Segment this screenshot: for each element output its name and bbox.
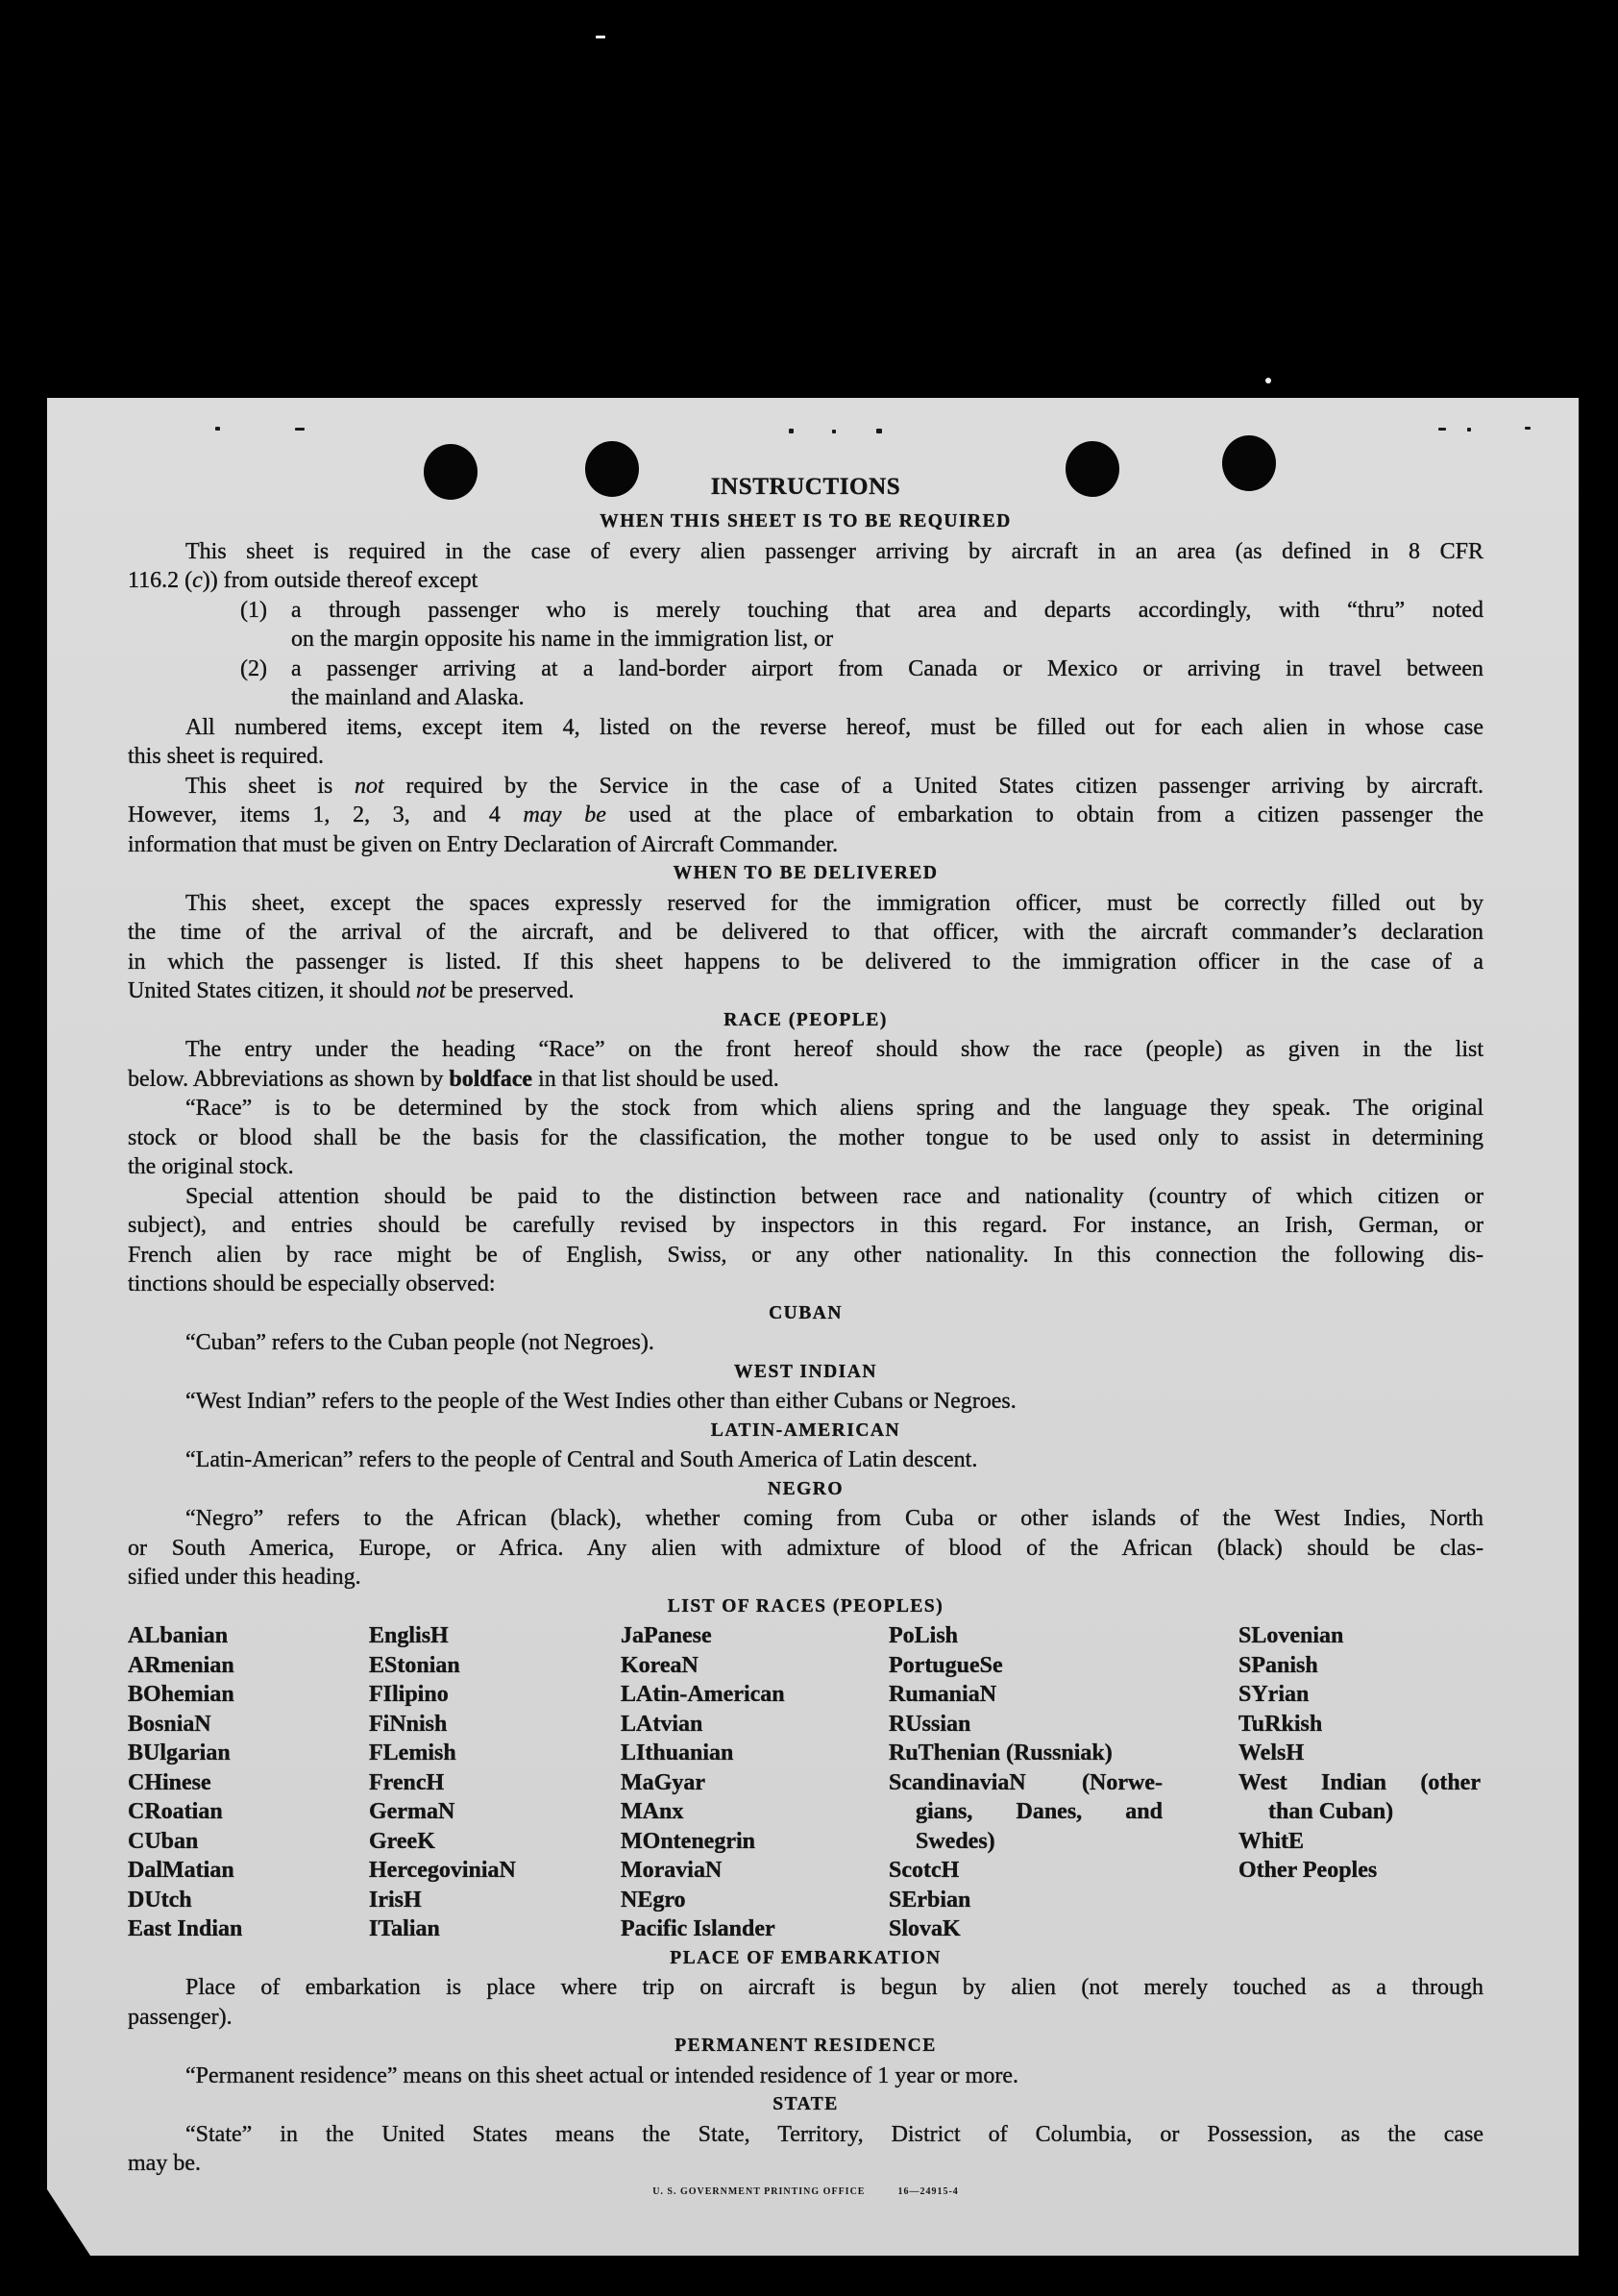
section-heading: RACE (PEOPLE) [723, 1009, 888, 1030]
section-negro [128, 1475, 1483, 1592]
race-list-column [621, 1621, 882, 1944]
text-run: required by the Service in the case of a United States citizen passenger arriving by aircraft. [383, 773, 1483, 799]
section-when-this-sheet-is-to-be-required [128, 507, 1483, 859]
line-text [128, 1067, 779, 1092]
line-text [128, 568, 478, 593]
race-list-entry: SErbian [889, 1887, 971, 1913]
line-text: “Permanent residence” means on this sheet actual or intended residence of 1 year or more. [185, 2062, 1018, 2088]
text-line [128, 918, 1483, 948]
paragraph [128, 1387, 1483, 1417]
race-list-entry: SlovaK [889, 1916, 961, 1941]
text-line [128, 683, 1483, 713]
race-list-entry: GreeK [369, 1828, 435, 1854]
race-list-entry: EStonian [369, 1652, 460, 1678]
text-run: However, items 1, 2, 3, and 4 [128, 802, 524, 827]
instructions-body [128, 507, 1483, 2179]
text-run: be preserved. [445, 978, 575, 1003]
race-list-column [889, 1621, 1163, 1944]
section-heading: LIST OF RACES (PEOPLES) [667, 1595, 944, 1617]
race-list-entry: FrencH [369, 1769, 445, 1795]
section-heading: LATIN-AMERICAN [710, 1420, 901, 1441]
italic-text: may be [523, 802, 606, 827]
line-text: the original stock. [128, 1154, 294, 1179]
text-line [128, 1563, 1483, 1592]
race-list-entry-line: gians, Danes, and [916, 1799, 1163, 1824]
line-text: passenger). [128, 2004, 233, 2030]
race-list-entry: BOhemian [128, 1682, 234, 1707]
paragraph [128, 1973, 1483, 2032]
line-text: Place of embarkation is place where trip on aircraft is begun by alien (not merely touched as a through [185, 1975, 1483, 2000]
race-list-entry: NEgro [621, 1887, 686, 1913]
race-list-entry: PortugueSe [889, 1652, 1003, 1678]
text-line [128, 2061, 1483, 2091]
section-heading: WHEN THIS SHEET IS TO BE REQUIRED [600, 511, 1012, 531]
race-list-entry: Pacific Islander [621, 1916, 775, 1941]
text-line [128, 1211, 1483, 1241]
text-line [128, 1123, 1483, 1153]
text-line [128, 1534, 1483, 1564]
paragraph [128, 2061, 1483, 2091]
bold-text: boldface [449, 1066, 533, 1092]
line-text: on the margin opposite his name in the immigration list, or [291, 627, 834, 652]
text-line [128, 830, 1483, 860]
section-heading: NEGRO [767, 1478, 844, 1499]
race-list-entry: Other Peoples [1238, 1858, 1378, 1883]
section-cuban [128, 1299, 1483, 1358]
race-list-entry: MOntenegrin [621, 1828, 755, 1854]
paragraph [128, 889, 1483, 1006]
paragraph [128, 772, 1483, 860]
text-run: United States citizen, it should [128, 978, 416, 1003]
text-line [128, 1504, 1483, 1534]
italic-text: not [355, 773, 384, 799]
section-list-of-races-peoples [128, 1592, 1483, 1944]
text-line [128, 1241, 1483, 1271]
race-list-entry: LAtvian [621, 1711, 703, 1737]
line-text: Special attention should be paid to the distinction between race and nationality (country of which citizen or [185, 1183, 1483, 1209]
race-list-entry-line: than Cuban) [1268, 1799, 1394, 1824]
text-line [128, 1035, 1483, 1065]
paragraph [128, 1035, 1483, 1094]
race-list-entry: ALbanian [128, 1623, 229, 1648]
line-text [128, 802, 1483, 827]
race-list-entry-line: ScandinaviaN (Norwe- [889, 1769, 1163, 1795]
italic-text: not [415, 978, 446, 1003]
line-text: may be. [128, 2151, 201, 2176]
race-list-entry: FIlipino [369, 1682, 449, 1707]
paragraph [128, 1328, 1483, 1358]
race-list-entry: CUban [128, 1828, 199, 1854]
race-list-entry: ScotcH [889, 1858, 960, 1883]
race-list-column [128, 1621, 358, 1944]
text-line [128, 772, 1483, 802]
scan-speck [832, 430, 836, 433]
race-list-entry: TuRkish [1238, 1711, 1323, 1737]
section-heading: WHEN TO BE DELIVERED [673, 863, 939, 883]
line-text: a passenger arriving at a land-border airport from Canada or Mexico or arriving in travel between [291, 655, 1483, 681]
line-text: subject), and entries should be carefully revised by inspectors in this regard. For instance, an Irish, German, or [128, 1213, 1483, 1238]
text-line [128, 948, 1483, 977]
line-text: a through passenger who is merely touching that area and departs accordingly, with “thru” noted [291, 597, 1483, 623]
race-list-entry: LIthuanian [621, 1741, 734, 1765]
line-text: This sheet is required in the case of every alien passenger arriving by aircraft in an area (as defined in 8 CFR [185, 538, 1483, 564]
item-number: (2) [240, 655, 267, 681]
paragraph [128, 1182, 1483, 1299]
race-list-entry: DalMatian [128, 1858, 234, 1883]
printer-name: U. S. GOVERNMENT PRINTING OFFICE [652, 2185, 866, 2197]
race-list-entry: RUssian [889, 1711, 971, 1737]
paragraph [128, 2120, 1483, 2179]
text-line [128, 537, 1483, 567]
instructions-text [128, 471, 1483, 2201]
section-heading: PLACE OF EMBARKATION [670, 1947, 942, 1968]
race-list-entry: SYrian [1238, 1682, 1310, 1707]
race-list-entry: HercegoviniaN [369, 1858, 516, 1883]
line-text: “Race” is to be determined by the stock from which aliens spring and the language they speak. The original [185, 1096, 1483, 1121]
section-place-of-embarkation [128, 1944, 1483, 2033]
line-text: in which the passenger is listed. If this sheet happens to be delivered to the immigration officer in the case of a [128, 949, 1483, 975]
line-text: All numbered items, except item 4, listed on the reverse hereof, must be filled out for each alien in whose case [185, 714, 1483, 740]
item-number: (1) [240, 597, 267, 623]
race-list-entry: MaGyar [621, 1769, 705, 1795]
text-line [128, 1065, 1483, 1095]
race-list [128, 1621, 1483, 1944]
race-list-entry: ITalian [369, 1916, 440, 1941]
text-run: )) from outside thereof except [202, 568, 478, 593]
document-title: INSTRUCTIONS [710, 474, 901, 500]
line-text: sified under this heading. [128, 1565, 361, 1590]
text-line [128, 889, 1483, 919]
section-permanent-residence [128, 2032, 1483, 2090]
race-list-entry: East Indian [128, 1916, 243, 1941]
scan-speck [1525, 427, 1531, 430]
text-run: This sheet is [185, 773, 355, 799]
section-latin-american [128, 1417, 1483, 1475]
paragraph [128, 1504, 1483, 1592]
race-list-entry: JaPanese [621, 1623, 712, 1648]
scan-speck [1467, 428, 1471, 432]
section-state [128, 2090, 1483, 2179]
section-when-to-be-delivered [128, 859, 1483, 1006]
line-text: This sheet, except the spaces expressly reserved for the immigration officer, must be correctly filled out by [185, 890, 1483, 916]
section-heading: PERMANENT RESIDENCE [674, 2036, 937, 2056]
text-line [128, 1270, 1483, 1299]
line-text: “Cuban” refers to the Cuban people (not Negroes). [185, 1330, 654, 1355]
line-text: the mainland and Alaska. [291, 685, 525, 710]
text-line [128, 2149, 1483, 2179]
line-text: tinctions should be especially observed: [128, 1271, 496, 1296]
numbered-item [128, 596, 1483, 654]
line-text: the time of the arrival of the aircraft, and be delivered to that officer, with the aircraft commander’s declaration [128, 920, 1483, 945]
scan-speck [295, 428, 305, 431]
text-line [128, 2003, 1483, 2033]
text-run: used at the place of embarkation to obtain from a citizen passenger the [605, 802, 1484, 827]
race-list-entry: FiNnish [369, 1711, 448, 1737]
text-line [128, 654, 1483, 684]
race-list-entry-line: West Indian (other [1238, 1769, 1481, 1795]
text-line [128, 1328, 1483, 1358]
section-race-people [128, 1006, 1483, 1299]
line-text: “State” in the United States means the State, Territory, District of Columbia, or Possession, as the case [185, 2121, 1483, 2147]
race-list-entry: WhitE [1238, 1828, 1305, 1854]
race-list-entry: DUtch [128, 1887, 192, 1913]
section-heading: STATE [772, 2094, 839, 2114]
line-text: “West Indian” refers to the people of the West Indies other than either Cubans or Negroes. [185, 1389, 1017, 1414]
text-line [128, 596, 1483, 626]
text-line [128, 801, 1483, 830]
line-text: or South America, Europe, or Africa. Any alien with admixture of blood of the African (black) should be clas- [128, 1535, 1483, 1561]
paragraph [128, 1445, 1483, 1475]
race-list-entry: RumaniaN [889, 1682, 997, 1707]
paragraph [128, 713, 1483, 772]
race-list-entry: MAnx [621, 1799, 684, 1824]
text-line [128, 2120, 1483, 2150]
race-list-entry: SPanish [1238, 1652, 1318, 1678]
text-line [128, 976, 1483, 1006]
race-list-entry-line: Swedes) [916, 1828, 995, 1854]
race-list-entry: FLemish [369, 1741, 456, 1765]
section-heading: CUBAN [769, 1302, 843, 1323]
text-run: below. Abbreviations as shown by [128, 1066, 450, 1092]
scan-speck [789, 429, 794, 433]
line-text [185, 774, 1483, 799]
text-line [128, 1094, 1483, 1123]
italic-text: c [192, 568, 203, 593]
text-line [128, 1445, 1483, 1475]
line-text: “Latin-American” refers to the people of Central and South America of Latin descent. [185, 1447, 978, 1472]
text-line [128, 713, 1483, 743]
text-run: in that list should be used. [532, 1066, 779, 1092]
line-text [128, 978, 575, 1003]
text-line [128, 1387, 1483, 1417]
section-west-indian [128, 1358, 1483, 1417]
text-line [128, 566, 1483, 596]
race-list-column [1238, 1621, 1481, 1886]
paragraph [128, 537, 1483, 596]
scan-speck [876, 429, 882, 433]
line-text: French alien by race might be of English, Swiss, or any other nationality. In this connection the following dis- [128, 1242, 1483, 1268]
line-text: stock or blood shall be the basis for the classification, the mother tongue to be used only to assist in determining [128, 1124, 1483, 1150]
section-heading: WEST INDIAN [734, 1361, 877, 1382]
race-list-entry: CRoatian [128, 1799, 223, 1824]
race-list-entry: WelsH [1238, 1741, 1305, 1765]
race-list-entry: IrisH [369, 1887, 422, 1913]
line-text: “Negro” refers to the African (black), whether coming from Cuba or other islands of the West Indies, North [185, 1506, 1483, 1531]
scan-speck [596, 36, 605, 38]
race-list-entry: SLovenian [1238, 1623, 1344, 1648]
race-list-entry [1238, 1768, 1481, 1827]
text-line [128, 625, 1483, 654]
text-line [128, 1973, 1483, 2003]
printer-imprint [128, 2184, 1483, 2201]
race-list-entry: EnglisH [369, 1623, 449, 1648]
race-list-entry: PoLish [889, 1623, 959, 1648]
text-run: 116.2 ( [128, 568, 193, 593]
race-list-entry: MoraviaN [621, 1858, 723, 1883]
race-list-column [369, 1621, 609, 1944]
race-list-entry: ARmenian [128, 1652, 234, 1678]
scan-speck [1265, 378, 1271, 383]
race-list-entry: CHinese [128, 1769, 211, 1795]
line-text: this sheet is required. [128, 744, 324, 769]
race-list-entry: BosniaN [128, 1711, 211, 1737]
line-text: The entry under the heading “Race” on the front hereof should show the race (people) as given in the list [185, 1037, 1483, 1062]
numbered-item [128, 654, 1483, 713]
text-line [128, 1152, 1483, 1182]
scan-speck [1438, 428, 1446, 431]
text-line [128, 1182, 1483, 1212]
scan-speck [215, 427, 220, 431]
paragraph [128, 1094, 1483, 1182]
race-list-entry: BUlgarian [128, 1741, 231, 1765]
form-number: 16—24915-4 [897, 2185, 959, 2197]
line-text: information that must be given on Entry Declaration of Aircraft Commander. [128, 831, 839, 857]
text-line [128, 742, 1483, 772]
race-list-entry [889, 1768, 1163, 1857]
race-list-entry: GermaN [369, 1799, 455, 1824]
race-list-entry: RuThenian (Russniak) [889, 1741, 1113, 1765]
race-list-entry: KoreaN [621, 1652, 699, 1678]
race-list-entry: LAtin-American [621, 1682, 785, 1707]
